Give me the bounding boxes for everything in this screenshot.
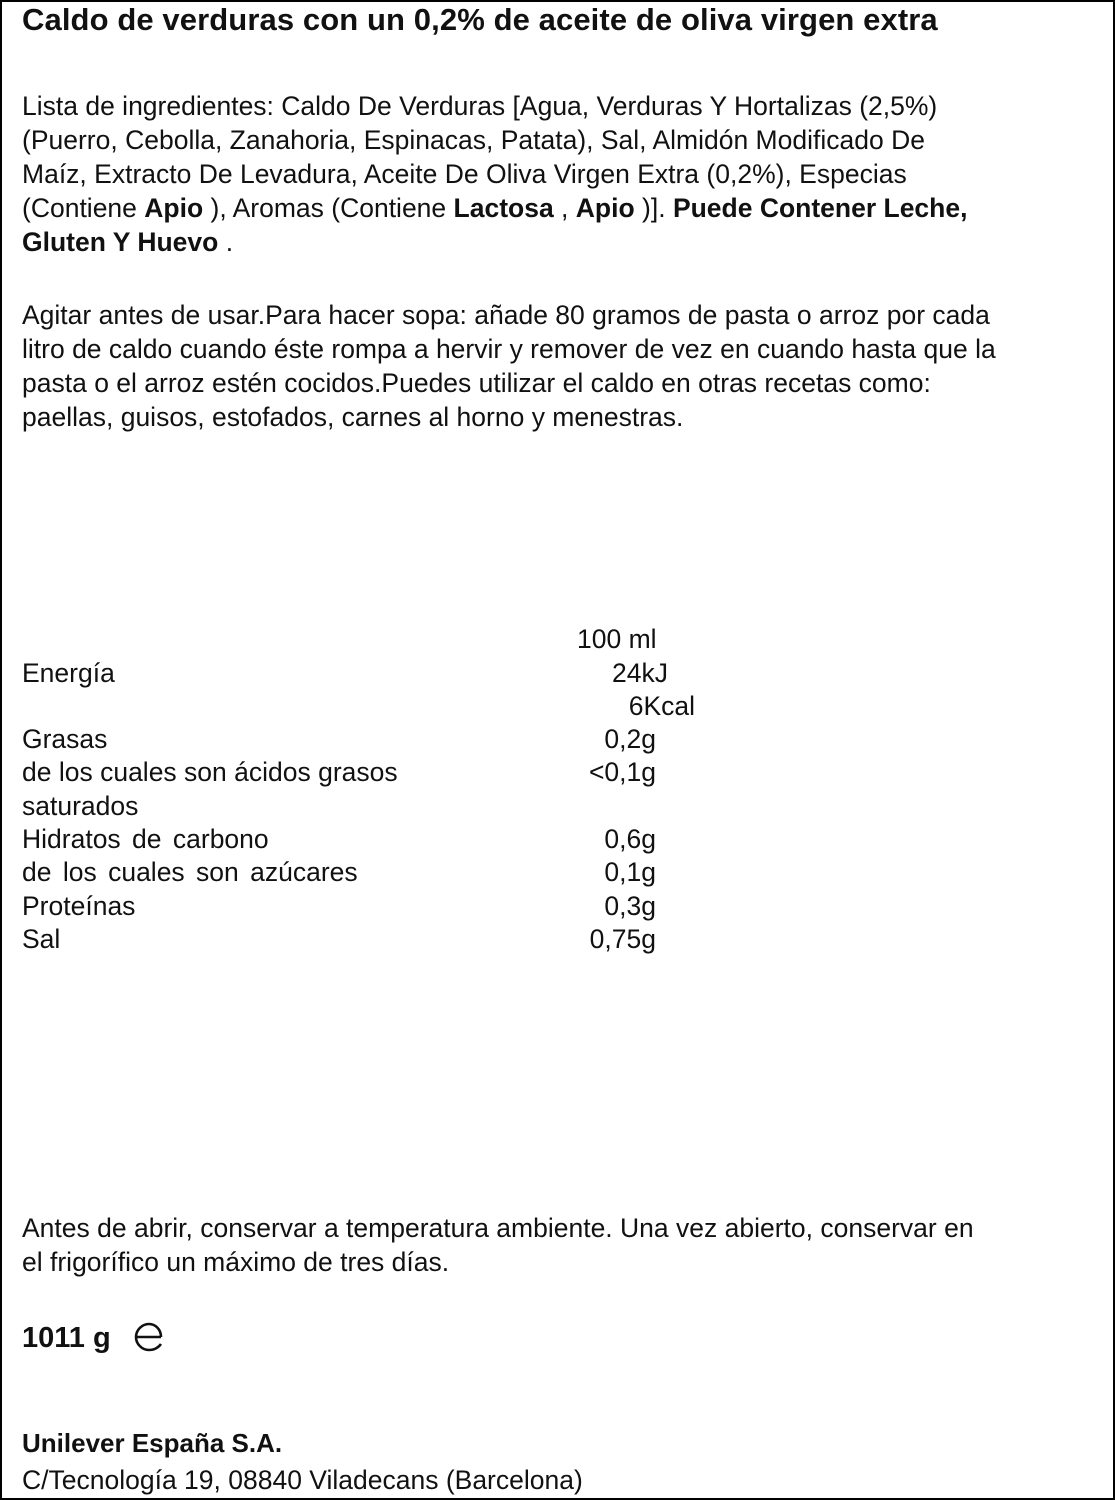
nutrition-value: 0,1g bbox=[604, 857, 656, 887]
allergen-apio: Apio bbox=[144, 193, 204, 223]
nutrition-value: 0,2g bbox=[604, 724, 656, 754]
nutrition-label: Energía bbox=[22, 658, 115, 688]
nutrition-label: de los cuales son ácidos grasos bbox=[22, 757, 398, 787]
manufacturer-address: C/Tecnología 19, 08840 Viladecans (Barcelona) bbox=[22, 1465, 583, 1495]
may-contain-warning: Puede Contener Leche, bbox=[672, 193, 968, 223]
ingredients-line: (Puerro, Cebolla, Zanahoria, Espinacas, Patata), Sal, Almidón Modificado De bbox=[22, 125, 925, 155]
allergen-lactosa: Lactosa bbox=[453, 193, 554, 223]
nutrition-value: <0,1g bbox=[588, 757, 656, 787]
estimated-sign-icon bbox=[132, 1320, 166, 1354]
ingredients-line bbox=[22, 192, 1102, 226]
storage-line: el frigorífico un máximo de tres días. bbox=[22, 1247, 450, 1277]
nutrition-label: Proteínas bbox=[22, 891, 136, 921]
usage-line: paellas, guisos, estofados, carnes al horno y menestras. bbox=[22, 402, 684, 432]
nutrition-value: 24kJ bbox=[612, 658, 668, 688]
ingredients-line: Lista de ingredientes: Caldo De Verduras [Agua, Verduras Y Hortalizas (2,5%) bbox=[22, 91, 938, 121]
nutrition-header: 100 ml bbox=[577, 624, 657, 654]
nutrition-label: de los cuales son azúcares bbox=[22, 857, 358, 887]
nutrition-value: 0,3g bbox=[604, 891, 656, 921]
usage-line: pasta o el arroz estén cocidos.Puedes utilizar el caldo en otras recetas como: bbox=[22, 368, 931, 398]
usage-line: Agitar antes de usar.Para hacer sopa: añade 80 gramos de pasta o arroz por cada bbox=[22, 300, 990, 330]
nutrition-value: 0,75g bbox=[589, 924, 656, 954]
product-title: Caldo de verduras con un 0,2% de aceite de oliva virgen extra bbox=[22, 2, 938, 37]
ingredients-text: . bbox=[218, 227, 234, 257]
nutrition-label: Sal bbox=[22, 924, 61, 954]
nutrition-value: 0,6g bbox=[604, 824, 656, 854]
net-weight: 1011 g bbox=[22, 1322, 111, 1354]
ingredients-line bbox=[22, 226, 1102, 260]
nutrition-value: 6Kcal bbox=[628, 691, 695, 721]
storage-line: Antes de abrir, conservar a temperatura ambiente. Una vez abierto, conservar en bbox=[22, 1213, 974, 1243]
usage-line: litro de caldo cuando éste rompa a hervir y remover de vez en cuando hasta que la bbox=[22, 334, 996, 364]
ingredients-line: Maíz, Extracto De Levadura, Aceite De Oliva Virgen Extra (0,2%), Especias bbox=[22, 159, 907, 189]
nutrition-label: saturados bbox=[22, 791, 139, 821]
nutrition-label: Grasas bbox=[22, 724, 108, 754]
manufacturer-name: Unilever España S.A. bbox=[22, 1428, 283, 1458]
nutrition-label: Hidratos de carbono bbox=[22, 824, 269, 854]
ingredients-text: (Contiene bbox=[22, 193, 145, 223]
allergen-apio: Apio bbox=[575, 193, 635, 223]
ingredients-text: ), Aromas (Contiene bbox=[203, 193, 454, 223]
ingredients-text: , bbox=[553, 193, 576, 223]
may-contain-warning: Gluten Y Huevo bbox=[22, 227, 219, 257]
ingredients-text: )]. bbox=[634, 193, 673, 223]
